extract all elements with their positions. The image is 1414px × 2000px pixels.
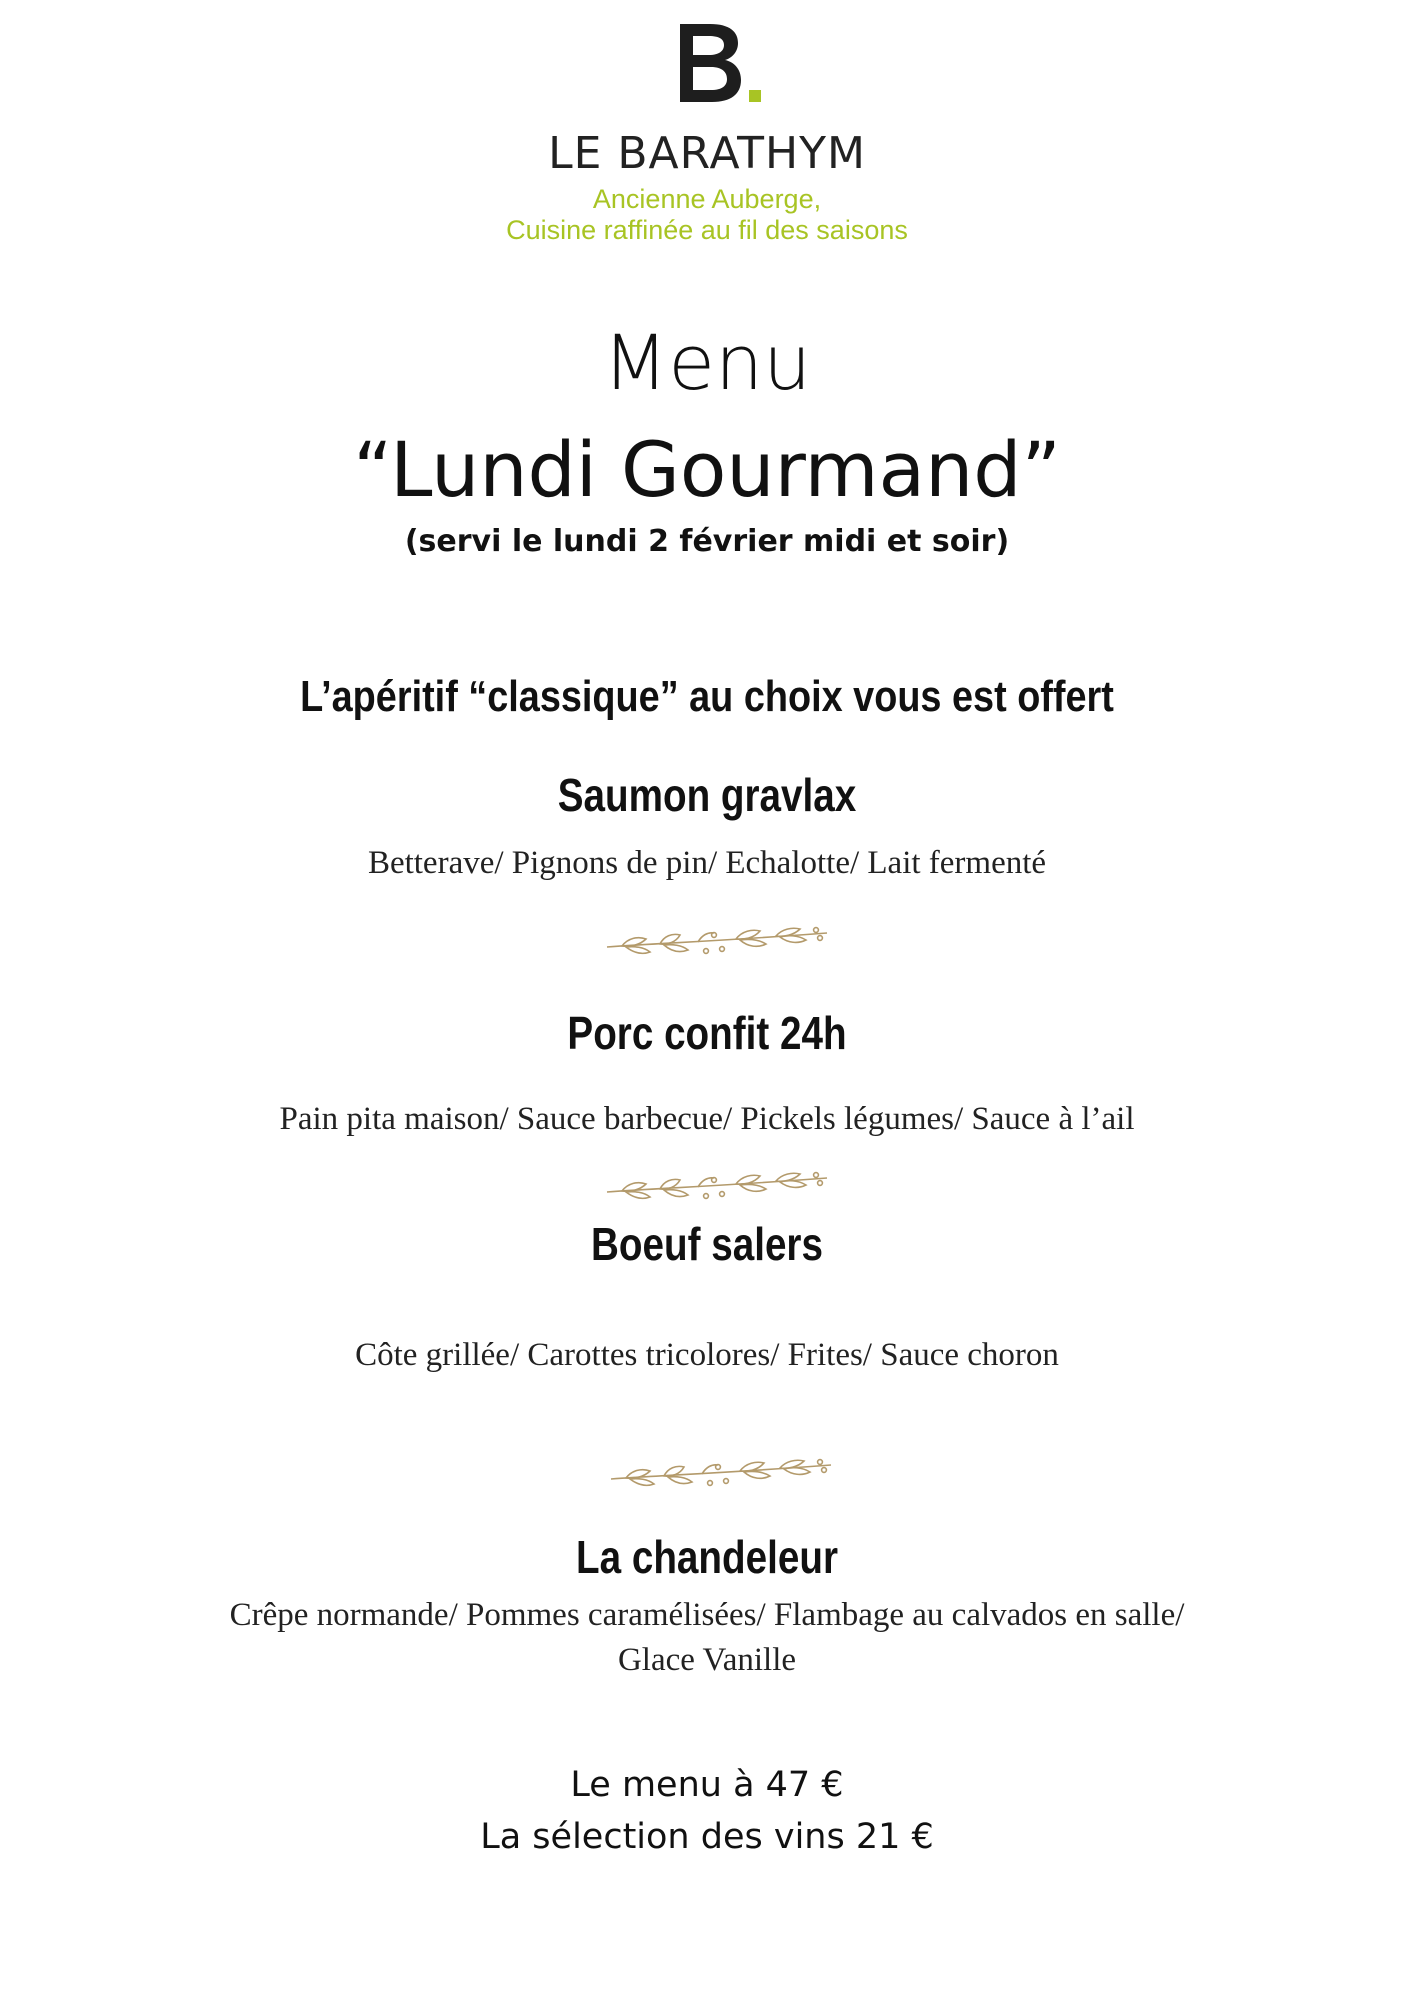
leaf-branch-icon <box>602 925 832 965</box>
course-4-description-line2: Glace Vanille <box>617 1642 797 1678</box>
course-2-description: Pain pita maison/ Sauce barbecue/ Pickels légumes/ Sauce à l’ail <box>279 1101 1135 1137</box>
menu-served-note: (servi le lundi 2 février midi et soir) <box>404 524 1010 559</box>
aperitif-offer: L’apéritif “classique” au choix vous est offert <box>300 672 1114 721</box>
menu-price: Le menu à 47 € <box>570 1765 844 1805</box>
course-2-name: Porc confit 24h <box>567 1007 847 1059</box>
b-logo-icon <box>676 22 776 104</box>
leaf-branch-icon <box>606 1457 836 1497</box>
course-3-name: Boeuf salers <box>591 1218 823 1270</box>
menu-name: “Lundi Gourmand” <box>353 425 1061 514</box>
course-4-name: La chandeleur <box>576 1531 838 1583</box>
course-1-name: Saumon gravlax <box>557 769 857 821</box>
leaf-branch-icon <box>602 1170 832 1210</box>
course-1-description: Betterave/ Pignons de pin/ Echalotte/ Lait fermenté <box>367 845 1047 881</box>
course-3-description: Côte grillée/ Carottes tricolores/ Frites/ Sauce choron <box>355 1337 1059 1373</box>
menu-title: Menu <box>602 318 812 407</box>
brand-tagline-line1: Ancienne Auberge, <box>592 184 822 214</box>
brand-tagline-line2: Cuisine raffinée au fil des saisons <box>506 215 908 245</box>
wine-price: La sélection des vins 21 € <box>480 1817 934 1857</box>
brand-name: LE BARATHYM <box>548 128 866 179</box>
course-4-description-line1: Crêpe normande/ Pommes caramélisées/ Flambage au calvados en salle/ <box>229 1597 1185 1633</box>
